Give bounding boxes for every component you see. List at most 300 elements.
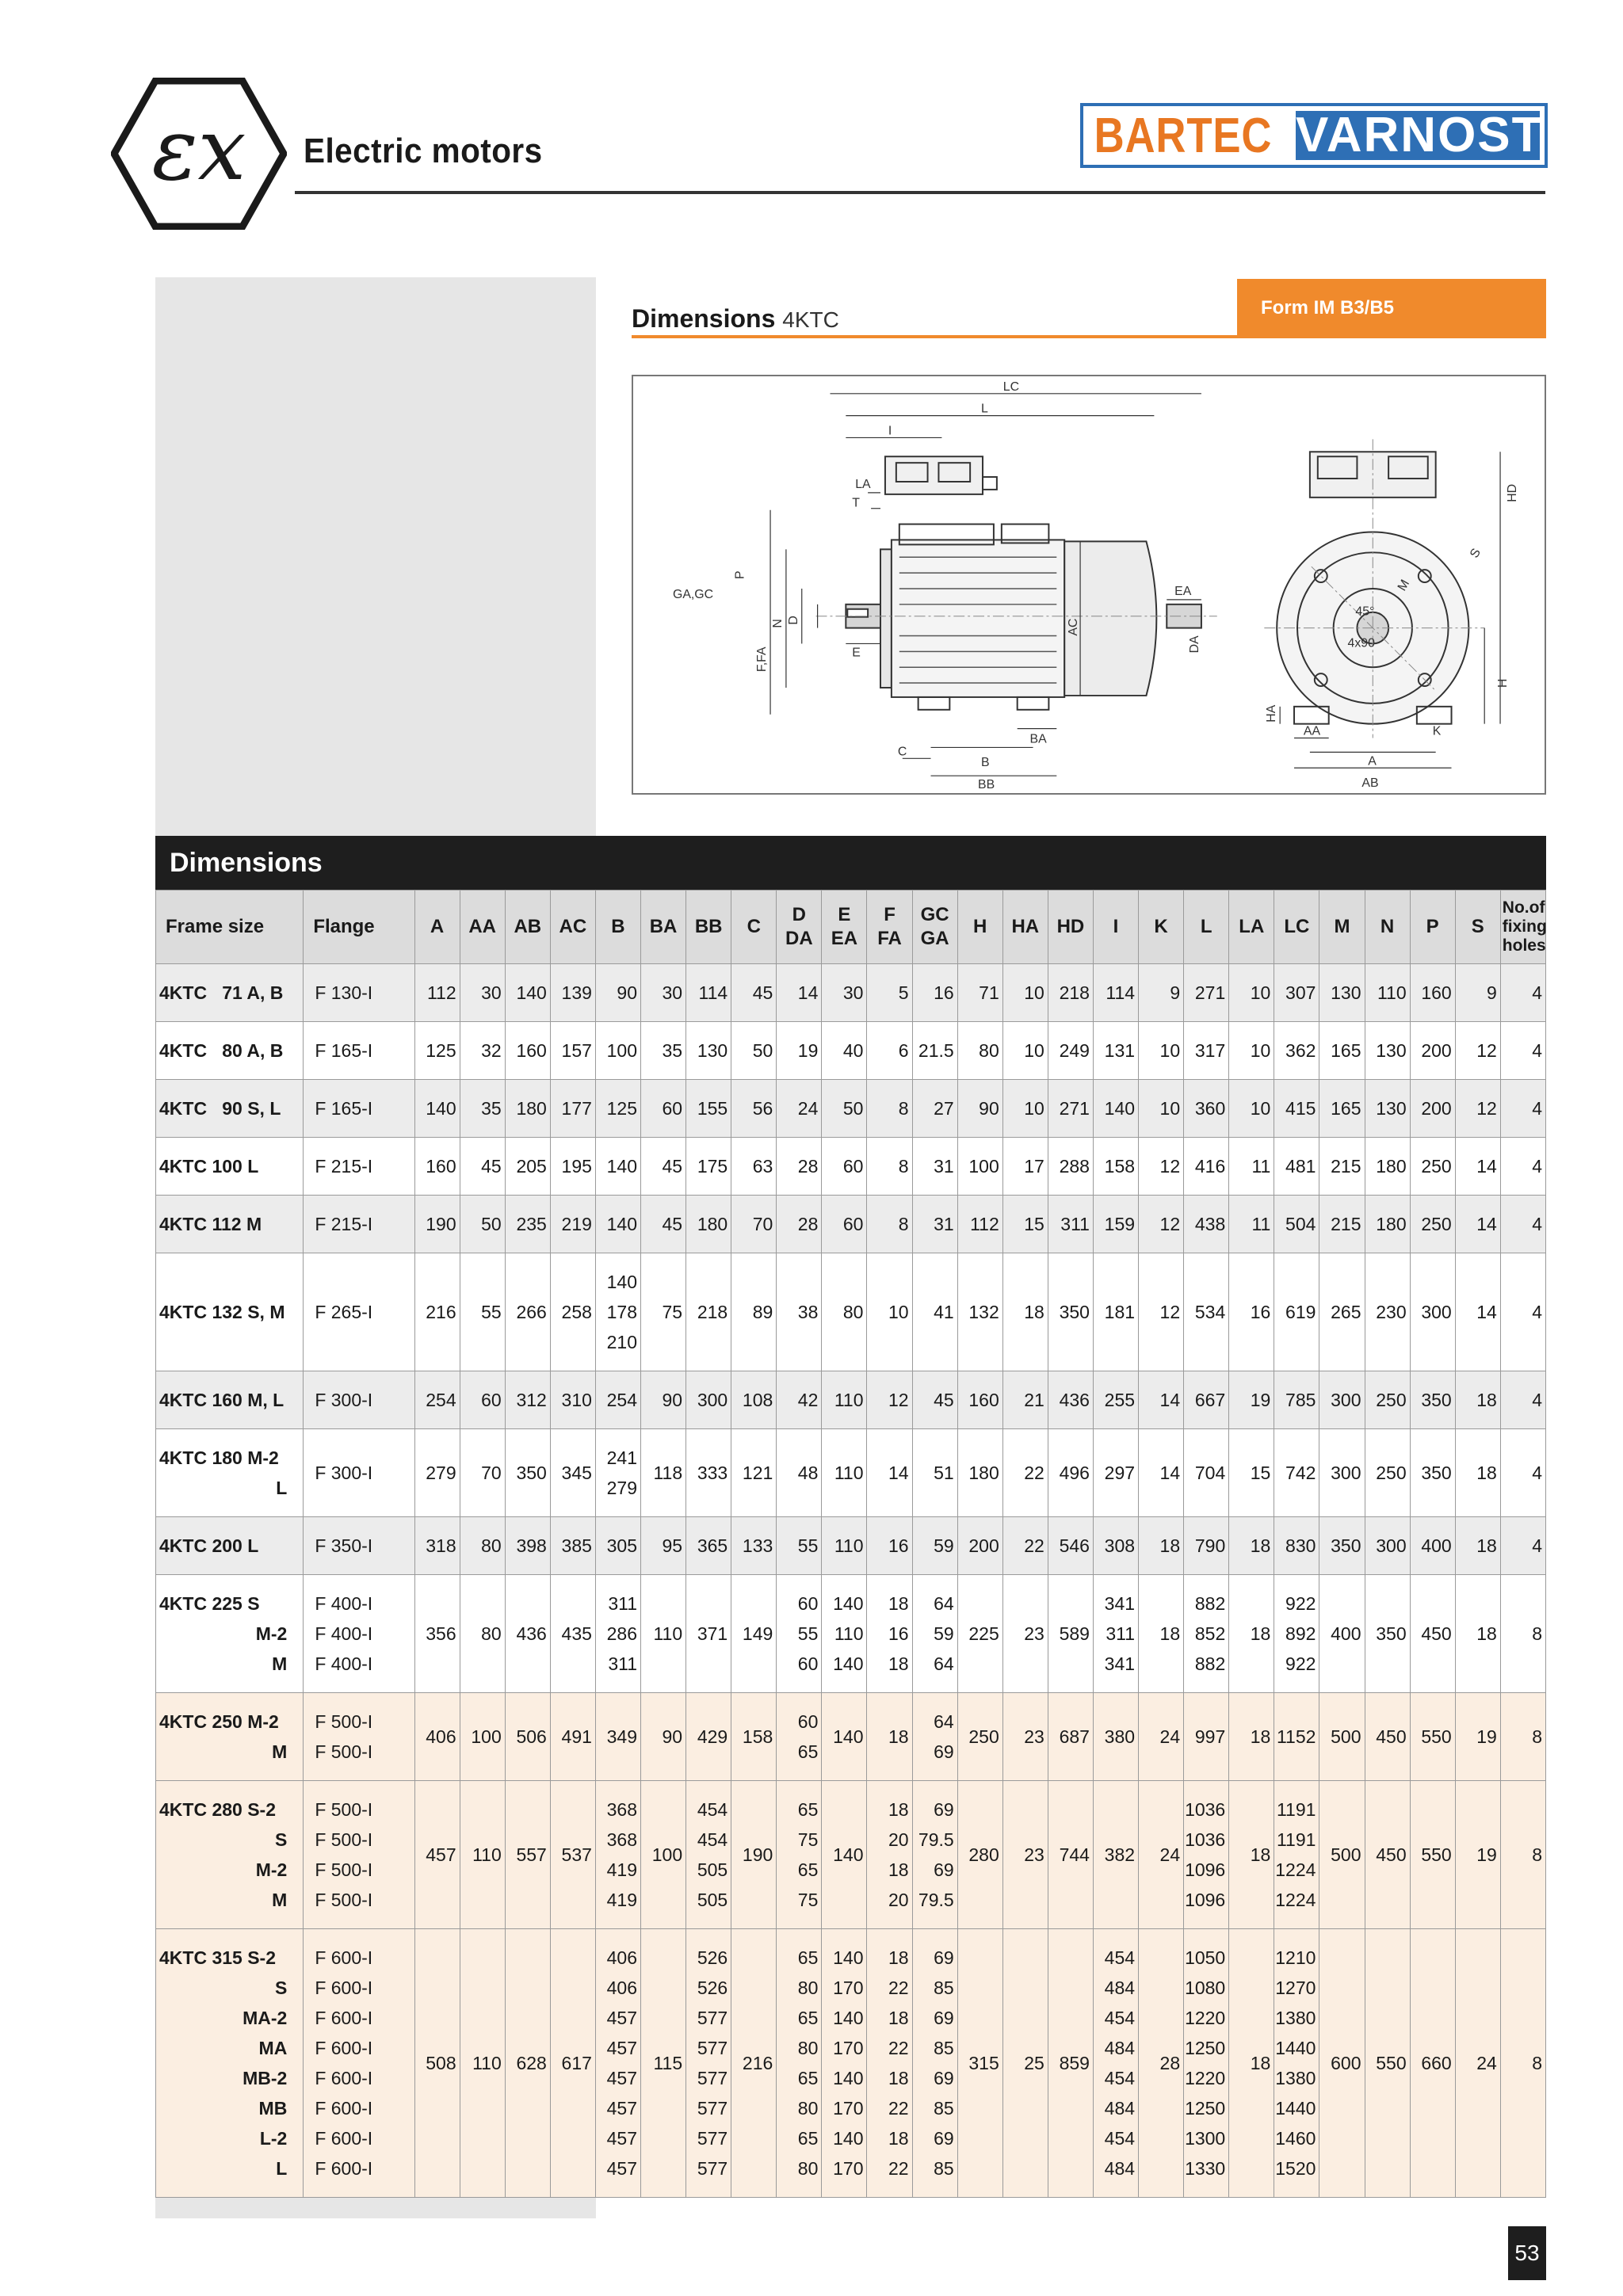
cell-value: 830 xyxy=(1285,1535,1316,1556)
value-cell xyxy=(822,964,867,1022)
cell-value: 15 xyxy=(1250,1463,1271,1483)
cell-value: 64 xyxy=(934,1593,954,1614)
cell-value: 577 xyxy=(697,2008,728,2028)
cell-value: 619 xyxy=(1285,1302,1316,1322)
cell-value: F 300-I xyxy=(315,1463,373,1483)
cell-value: 288 xyxy=(1059,1156,1090,1177)
value-cell xyxy=(460,1575,505,1693)
cell-value: 139 xyxy=(561,982,592,1003)
cell-value: 35 xyxy=(662,1040,683,1061)
value-cell xyxy=(1319,1517,1365,1575)
cell-value: 23 xyxy=(1024,1726,1044,1747)
cell-value: 457 xyxy=(426,1844,456,1865)
cell-value: 69 xyxy=(934,2068,954,2088)
cell-value: F 600-I xyxy=(315,2128,373,2149)
value-cell xyxy=(1410,1575,1455,1693)
cell-value: 140 xyxy=(1104,1098,1136,1119)
cell-value: 300 xyxy=(1331,1390,1361,1410)
cell-value: 1270 xyxy=(1275,1978,1316,1998)
value-cell xyxy=(1500,1196,1545,1253)
value-cell xyxy=(1274,1517,1319,1575)
value-cell xyxy=(731,1429,777,1517)
value-cell xyxy=(460,1517,505,1575)
value-cell xyxy=(1455,1196,1500,1253)
value-cell xyxy=(822,1929,867,2198)
cell-value: 158 xyxy=(742,1726,773,1747)
cell-value: F 500-I xyxy=(315,1799,373,1820)
value-cell xyxy=(641,1781,686,1929)
value-cell xyxy=(1048,1196,1093,1253)
value-cell xyxy=(912,1138,957,1196)
cell-value: 140 xyxy=(606,1272,638,1292)
cell-value: 60 xyxy=(481,1390,502,1410)
cell-value: 454 xyxy=(1104,1947,1136,1968)
frame-size-cell xyxy=(156,1022,304,1080)
cell-value: 10 xyxy=(1250,1040,1271,1061)
cell-value: 100 xyxy=(968,1156,999,1177)
cell-value: 435 xyxy=(561,1623,592,1644)
cell-value: 8 xyxy=(1532,1623,1542,1644)
cell-value: 16 xyxy=(1250,1302,1271,1322)
cell-value: 80 xyxy=(797,2098,819,2119)
cell-value: 50 xyxy=(752,1040,773,1061)
cell-value: 90 xyxy=(617,982,638,1003)
value-cell xyxy=(1274,1693,1319,1781)
value-cell xyxy=(867,1575,912,1693)
cell-value: 158 xyxy=(1104,1156,1136,1177)
cell-value: 110 xyxy=(834,1535,864,1556)
cell-value: 59 xyxy=(934,1623,954,1644)
column-header: AB xyxy=(505,891,550,964)
cell-value: 10 xyxy=(1250,1098,1271,1119)
value-cell xyxy=(414,1929,460,2198)
value-cell xyxy=(1093,1781,1138,1929)
value-cell xyxy=(957,1781,1002,1929)
value-cell xyxy=(1229,1196,1274,1253)
svg-text:DA: DA xyxy=(1187,635,1201,654)
cell-value: 310 xyxy=(561,1390,592,1410)
cell-value: 546 xyxy=(1059,1535,1090,1556)
cell-value: 180 xyxy=(1376,1156,1407,1177)
cell-value: 496 xyxy=(1059,1463,1090,1483)
cell-value: 350 xyxy=(516,1463,547,1483)
column-header: GC GA xyxy=(912,891,957,964)
cell-value: 1096 xyxy=(1185,1890,1226,1910)
cell-value: 385 xyxy=(561,1535,592,1556)
cell-value: 922 xyxy=(1285,1593,1316,1614)
value-cell xyxy=(505,1517,550,1575)
cell-value: 4 xyxy=(1532,1040,1542,1061)
value-cell xyxy=(505,1022,550,1080)
value-cell xyxy=(1184,1253,1229,1371)
value-cell xyxy=(1500,1080,1545,1138)
value-cell xyxy=(1093,1517,1138,1575)
cell-value: F 350-I xyxy=(315,1535,373,1556)
cell-value: 140 xyxy=(833,1947,864,1968)
cell-value: 311 xyxy=(1060,1214,1090,1234)
cell-value: 12 xyxy=(1159,1156,1181,1177)
svg-text:BA: BA xyxy=(1029,732,1047,746)
value-cell xyxy=(867,1080,912,1138)
column-header: Frame size xyxy=(156,891,304,964)
value-cell xyxy=(1093,1929,1138,2198)
cell-value: 258 xyxy=(561,1302,592,1322)
cell-value: 380 xyxy=(1104,1726,1136,1747)
value-cell xyxy=(1002,1022,1048,1080)
value-cell xyxy=(1410,1022,1455,1080)
value-cell xyxy=(957,1253,1002,1371)
value-cell xyxy=(686,1929,731,2198)
value-cell xyxy=(686,1022,731,1080)
cell-value: 457 xyxy=(606,2158,638,2179)
column-header: P xyxy=(1410,891,1455,964)
section-title-bold: Dimensions xyxy=(632,304,776,333)
value-cell xyxy=(822,1022,867,1080)
value-cell xyxy=(595,1693,640,1781)
cell-value: 398 xyxy=(516,1535,547,1556)
cell-value: 10 xyxy=(1250,982,1271,1003)
value-cell xyxy=(1500,1575,1545,1693)
value-cell xyxy=(1184,1575,1229,1693)
cell-value: 1080 xyxy=(1185,1978,1226,1998)
cell-value: 18 xyxy=(888,1653,909,1674)
cell-value: 882 xyxy=(1194,1653,1226,1674)
value-cell xyxy=(1365,1517,1410,1575)
value-cell xyxy=(686,1693,731,1781)
value-cell xyxy=(1184,1517,1229,1575)
cell-value: 65 xyxy=(797,2128,819,2149)
cell-value: 852 xyxy=(1194,1623,1226,1644)
value-cell xyxy=(731,1693,777,1781)
value-cell xyxy=(731,1138,777,1196)
cell-value: 60 xyxy=(842,1156,864,1177)
frame-size-text: M xyxy=(272,1741,288,1762)
frame-size-cell xyxy=(156,1429,304,1517)
value-cell xyxy=(505,1575,550,1693)
cell-value: 450 xyxy=(1376,1726,1407,1747)
frame-size-cell xyxy=(156,1517,304,1575)
svg-text:4x90: 4x90 xyxy=(1347,636,1375,650)
brand-left-text: BARTEC xyxy=(1094,108,1273,163)
value-cell xyxy=(686,1253,731,1371)
cell-value: 180 xyxy=(516,1098,547,1119)
cell-value: 18 xyxy=(888,1947,909,1968)
cell-value: 121 xyxy=(742,1463,773,1483)
cell-value: 140 xyxy=(833,2128,864,2149)
value-cell xyxy=(912,1429,957,1517)
cell-value: 40 xyxy=(842,1040,864,1061)
cell-value: 350 xyxy=(1331,1535,1361,1556)
cell-value: 19 xyxy=(797,1040,819,1061)
cell-value: F 600-I xyxy=(315,2068,373,2088)
cell-value: 15 xyxy=(1024,1214,1044,1234)
cell-value: 454 xyxy=(697,1799,728,1820)
cell-value: 286 xyxy=(606,1623,638,1644)
value-cell xyxy=(686,964,731,1022)
cell-value: 297 xyxy=(1104,1463,1136,1483)
cell-value: 8 xyxy=(1532,1844,1542,1865)
cell-value: 140 xyxy=(833,1653,864,1674)
cell-value: 218 xyxy=(697,1302,728,1322)
cell-value: 63 xyxy=(752,1156,773,1177)
table-title: Dimensions xyxy=(155,836,1546,890)
cell-value: 250 xyxy=(1421,1156,1452,1177)
cell-value: 51 xyxy=(934,1463,954,1483)
value-cell xyxy=(1002,1693,1048,1781)
value-cell xyxy=(957,1022,1002,1080)
cell-value: 500 xyxy=(1331,1844,1361,1865)
cell-value: 10 xyxy=(1024,1040,1044,1061)
cell-value: 140 xyxy=(833,2068,864,2088)
cell-value: 130 xyxy=(697,1040,728,1061)
frame-size-text: 4KTC 160 M, L xyxy=(159,1390,285,1410)
cell-value: 110 xyxy=(834,1390,864,1410)
value-cell xyxy=(1002,1138,1048,1196)
value-cell xyxy=(460,1371,505,1429)
value-cell xyxy=(957,1196,1002,1253)
column-header: C xyxy=(731,891,777,964)
value-cell xyxy=(505,1371,550,1429)
cell-value: 484 xyxy=(1104,2038,1136,2058)
cell-value: 250 xyxy=(1376,1463,1407,1483)
frame-size-cell xyxy=(156,964,304,1022)
cell-value: 859 xyxy=(1059,2053,1090,2073)
frame-size-text: M-2 xyxy=(255,1623,288,1644)
cell-value: 112 xyxy=(426,982,456,1003)
cell-value: 419 xyxy=(606,1890,638,1910)
value-cell xyxy=(867,1517,912,1575)
table-row xyxy=(156,1080,1546,1138)
cell-value: 892 xyxy=(1285,1623,1316,1644)
cell-value: 27 xyxy=(934,1098,954,1119)
value-cell xyxy=(1229,964,1274,1022)
value-cell xyxy=(867,1371,912,1429)
cell-value: 1250 xyxy=(1185,2038,1226,2058)
svg-text:AA: AA xyxy=(1303,724,1321,738)
cell-value: 165 xyxy=(1331,1098,1361,1119)
value-cell xyxy=(595,1575,640,1693)
cell-value: 400 xyxy=(1331,1623,1361,1644)
cell-value: 318 xyxy=(426,1535,456,1556)
cell-value: 69 xyxy=(934,1799,954,1820)
cell-value: 311 xyxy=(608,1653,638,1674)
cell-value: 50 xyxy=(842,1098,864,1119)
value-cell xyxy=(460,1253,505,1371)
cell-value: 18 xyxy=(888,2128,909,2149)
value-cell xyxy=(414,1429,460,1517)
cell-value: 1300 xyxy=(1185,2128,1226,2149)
cell-value: 429 xyxy=(697,1726,728,1747)
table-row xyxy=(156,1022,1546,1080)
cell-value: 484 xyxy=(1104,2098,1136,2119)
value-cell xyxy=(1229,1429,1274,1517)
cell-value: 279 xyxy=(606,1478,638,1498)
cell-value: 175 xyxy=(697,1156,728,1177)
svg-text:M: M xyxy=(1395,577,1413,593)
value-cell xyxy=(777,964,822,1022)
value-cell xyxy=(731,1022,777,1080)
cell-value: 110 xyxy=(834,1623,864,1644)
value-cell xyxy=(1002,964,1048,1022)
cell-value: F 500-I xyxy=(315,1829,373,1850)
value-cell xyxy=(1139,1575,1184,1693)
cell-value: 557 xyxy=(516,1844,547,1865)
value-cell xyxy=(414,1253,460,1371)
value-cell xyxy=(1274,964,1319,1022)
cell-value: 8 xyxy=(1532,1726,1542,1747)
cell-value: 59 xyxy=(934,1535,954,1556)
table-header-row xyxy=(156,891,1546,964)
cell-value: 100 xyxy=(606,1040,638,1061)
frame-size-text: 4KTC 180 M-2 xyxy=(159,1447,279,1468)
cell-value: 308 xyxy=(1104,1535,1136,1556)
frame-size-cell xyxy=(156,1575,304,1693)
cell-value: 368 xyxy=(606,1799,638,1820)
cell-value: 140 xyxy=(833,1844,864,1865)
cell-value: 149 xyxy=(742,1623,773,1644)
svg-text:F,FA: F,FA xyxy=(755,646,769,673)
value-cell xyxy=(1319,1371,1365,1429)
value-cell xyxy=(1274,1253,1319,1371)
cell-value: 225 xyxy=(968,1623,999,1644)
value-cell xyxy=(641,1196,686,1253)
value-cell xyxy=(1139,1022,1184,1080)
cell-value: 200 xyxy=(1421,1040,1452,1061)
svg-text:GA,GC: GA,GC xyxy=(672,587,714,601)
flange-cell xyxy=(304,1080,414,1138)
value-cell xyxy=(731,1781,777,1929)
value-cell xyxy=(1093,1575,1138,1693)
frame-size-text: M xyxy=(272,1890,288,1910)
svg-text:HA: HA xyxy=(1265,704,1279,723)
value-cell xyxy=(1139,1371,1184,1429)
cell-value: 19 xyxy=(1250,1390,1271,1410)
cell-value: 14 xyxy=(1476,1302,1497,1322)
cell-value: 350 xyxy=(1421,1390,1452,1410)
value-cell xyxy=(912,964,957,1022)
value-cell xyxy=(777,1575,822,1693)
cell-value: 505 xyxy=(697,1890,728,1910)
cell-value: F 500-I xyxy=(315,1711,373,1732)
table-row xyxy=(156,1575,1546,1693)
value-cell xyxy=(822,1080,867,1138)
cell-value: 10 xyxy=(1159,1040,1181,1061)
cell-value: 577 xyxy=(697,2128,728,2149)
column-header: A xyxy=(414,891,460,964)
value-cell xyxy=(1274,1371,1319,1429)
dimensions-table-section xyxy=(155,836,1546,2198)
cell-value: 360 xyxy=(1194,1098,1226,1119)
cell-value: 19 xyxy=(1476,1844,1497,1865)
value-cell xyxy=(1093,1080,1138,1138)
cell-value: 24 xyxy=(1476,2053,1497,2073)
value-cell xyxy=(1048,1371,1093,1429)
table-row xyxy=(156,1693,1546,1781)
value-cell xyxy=(1002,1781,1048,1929)
value-cell xyxy=(505,1196,550,1253)
value-cell xyxy=(1093,1196,1138,1253)
value-cell xyxy=(1455,1517,1500,1575)
value-cell xyxy=(1455,964,1500,1022)
column-header: BA xyxy=(641,891,686,964)
value-cell xyxy=(731,1080,777,1138)
cell-value: 42 xyxy=(797,1390,819,1410)
svg-text:HD: HD xyxy=(1505,483,1519,502)
value-cell xyxy=(957,1371,1002,1429)
column-header: F FA xyxy=(867,891,912,964)
cell-value: 65 xyxy=(797,1741,819,1762)
value-cell xyxy=(867,1693,912,1781)
cell-value: 22 xyxy=(888,2038,909,2058)
value-cell xyxy=(595,1929,640,2198)
svg-text:C: C xyxy=(897,745,907,759)
cell-value: 436 xyxy=(516,1623,547,1644)
cell-value: F 400-I xyxy=(315,1593,373,1614)
cell-value: 64 xyxy=(934,1711,954,1732)
value-cell xyxy=(460,1693,505,1781)
value-cell xyxy=(595,1196,640,1253)
value-cell xyxy=(1093,1138,1138,1196)
form-badge: Form IM B3/B5 xyxy=(1237,279,1546,338)
cell-value: 200 xyxy=(1421,1098,1452,1119)
svg-text:45°: 45° xyxy=(1355,605,1375,619)
cell-value: 362 xyxy=(1285,1040,1316,1061)
flange-cell xyxy=(304,1138,414,1196)
cell-value: 140 xyxy=(606,1214,638,1234)
value-cell xyxy=(1184,1693,1229,1781)
cell-value: 500 xyxy=(1331,1726,1361,1747)
value-cell xyxy=(1229,1022,1274,1080)
cell-value: 216 xyxy=(426,1302,456,1322)
cell-value: 80 xyxy=(797,2038,819,2058)
value-cell xyxy=(1410,1517,1455,1575)
value-cell xyxy=(867,1253,912,1371)
value-cell xyxy=(1229,1929,1274,2198)
cell-value: 79.5 xyxy=(918,1890,954,1910)
cell-value: 790 xyxy=(1194,1535,1226,1556)
column-header: AC xyxy=(550,891,595,964)
cell-value: 504 xyxy=(1285,1214,1316,1234)
value-cell xyxy=(957,1575,1002,1693)
value-cell xyxy=(1093,1429,1138,1517)
value-cell xyxy=(641,964,686,1022)
svg-text:I: I xyxy=(888,424,892,438)
value-cell xyxy=(1410,1196,1455,1253)
page-number: 53 xyxy=(1508,2226,1546,2280)
cell-value: 300 xyxy=(1421,1302,1452,1322)
dimensions-table xyxy=(155,890,1546,2198)
value-cell xyxy=(912,1371,957,1429)
value-cell xyxy=(1365,1429,1410,1517)
cell-value: 60 xyxy=(842,1214,864,1234)
cell-value: 406 xyxy=(606,1978,638,1998)
cell-value: 195 xyxy=(561,1156,592,1177)
cell-value: 317 xyxy=(1194,1040,1226,1061)
cell-value: 617 xyxy=(561,2053,592,2073)
cell-value: 45 xyxy=(481,1156,502,1177)
value-cell xyxy=(550,1575,595,1693)
cell-value: 130 xyxy=(1376,1098,1407,1119)
cell-value: 9 xyxy=(1487,982,1497,1003)
section-title xyxy=(632,304,839,334)
cell-value: 30 xyxy=(662,982,683,1003)
cell-value: 160 xyxy=(516,1040,547,1061)
cell-value: 882 xyxy=(1194,1593,1226,1614)
value-cell xyxy=(1048,1429,1093,1517)
value-cell xyxy=(1410,964,1455,1022)
value-cell xyxy=(1365,1575,1410,1693)
value-cell xyxy=(505,1693,550,1781)
